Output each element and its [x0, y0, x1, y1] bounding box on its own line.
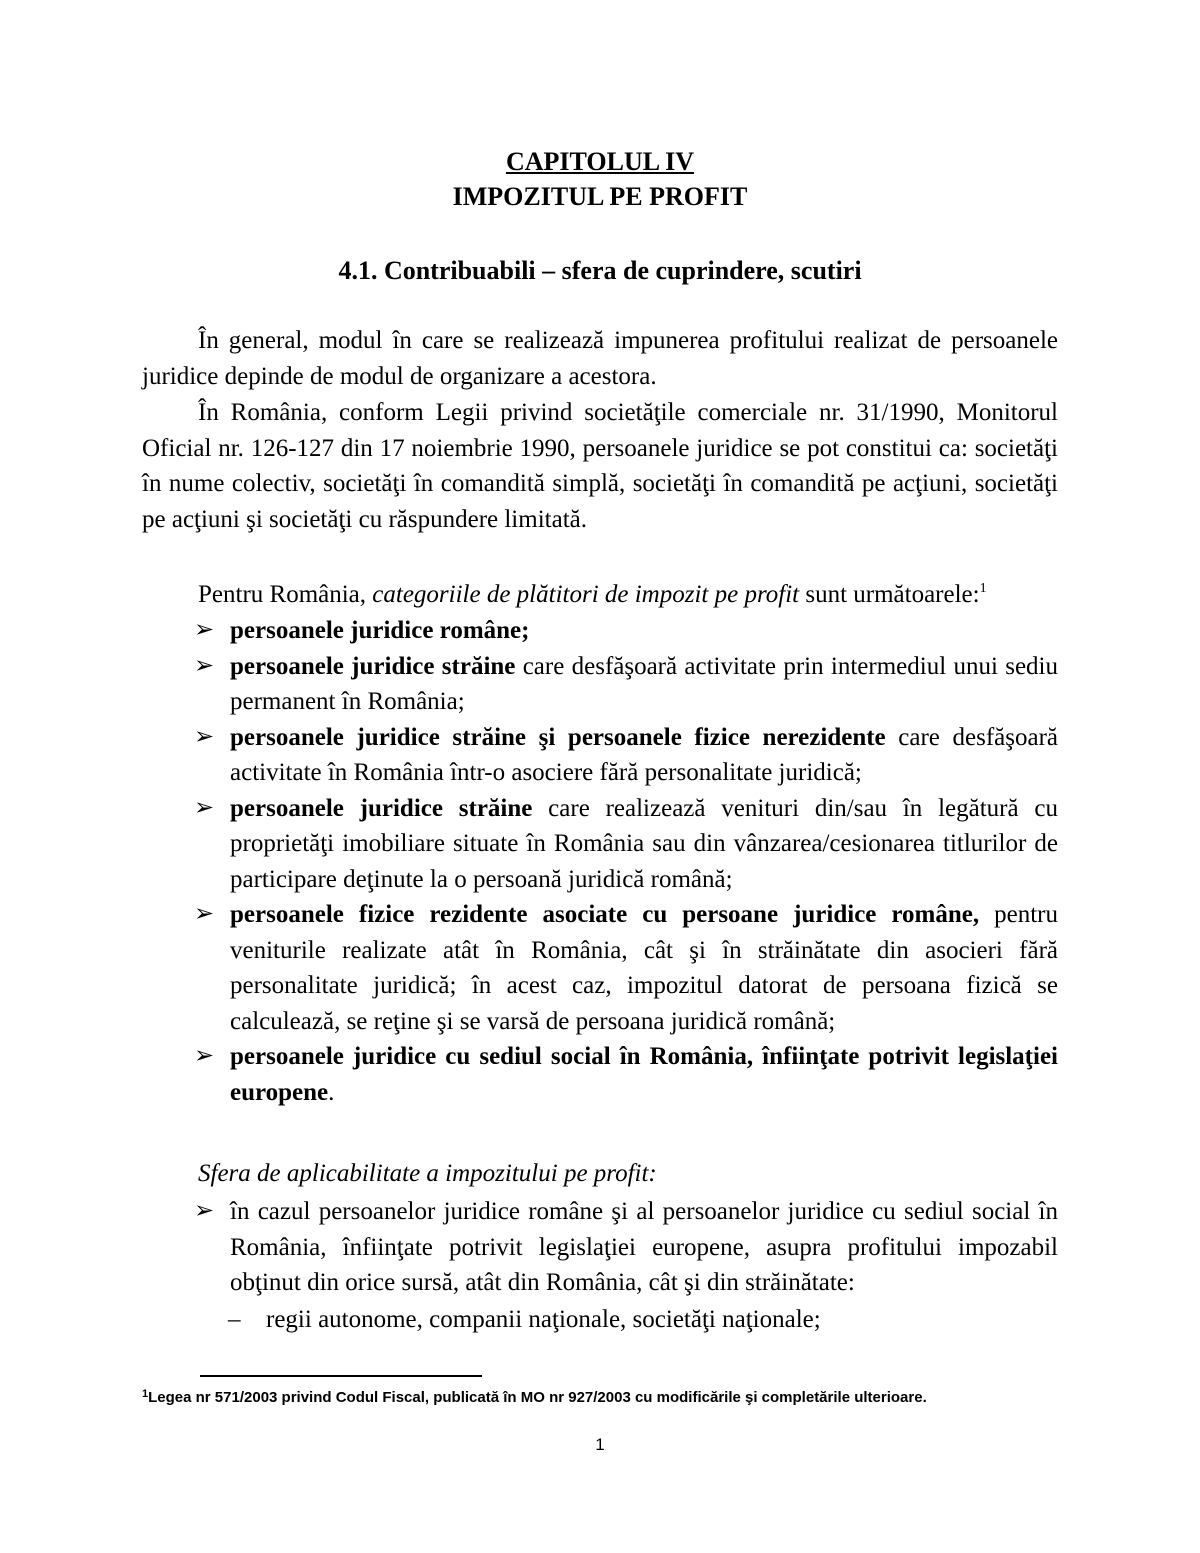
footnote-separator — [200, 1375, 482, 1377]
chapter-title: IMPOZITUL PE PROFIT — [452, 182, 748, 211]
list-item — [142, 720, 1058, 791]
arrow-bullet-icon: ➢ — [194, 617, 215, 643]
footnote-number: 1 — [142, 1388, 149, 1400]
list-item-text: în cazul persoanelor juridice române şi al persoanelor juridice cu sediul social în România, înfiinţate potrivit legislaţiei europene, asupra profitului impozabil obţinut din orice sursă, atât din România, cât şi din străinătate: — [230, 1198, 1058, 1296]
arrow-bullet-icon: ➢ — [194, 723, 215, 750]
section-title: 4.1. Contribuabili – sfera de cuprindere, scutiri — [338, 256, 862, 285]
list-item-text: care desfăşoară activitate în România într-o asociere fără personalitate juridică; — [230, 723, 1059, 786]
list-item-text: pentru veniturile realizate atât în România, cât şi în străinătate din asocieri fără personalitate juridică; în acest caz, impozitul datorat de persoana fizică se calculează, se reţine şi se varsă de persoana juridică română; — [230, 901, 1059, 1035]
list-item-bold: persoanele juridice cu sediul social în România, înfiinţate potrivit legislaţiei europene — [230, 1043, 1058, 1106]
scope-heading — [142, 1156, 1058, 1192]
arrow-bullet-icon: ➢ — [194, 1198, 215, 1224]
list-item — [142, 613, 1058, 649]
list-item-bold: persoanele fizice rezidente asociate cu persoane juridice române, — [230, 901, 980, 928]
list-item-text: care desfăşoară activitate prin intermediul unui sediu permanent în România; — [230, 652, 1058, 715]
arrow-bullet-icon: ➢ — [194, 794, 215, 821]
page-number: 1 — [595, 1435, 605, 1454]
list-item-text: care realizează venituri din/sau în legătură cu proprietăţi imobiliare situate în România sau din vânzarea/cesionarea titlurilor de participare deţinute la o persoană juridică română; — [230, 794, 1058, 893]
footnote-reference[interactable]: 1 — [979, 581, 987, 596]
arrow-bullet-icon: ➢ — [194, 901, 215, 927]
list-item-text: regii autonome, companii naţionale, societăţi naţionale; — [266, 1306, 821, 1333]
chapter-number: CAPITOLUL IV — [505, 147, 695, 176]
list-item — [228, 1302, 1058, 1338]
scope-list — [142, 1194, 1058, 1301]
list-item — [142, 897, 1058, 1039]
scope-heading-text: Sfera de aplicabilitate a impozitului pe profit: — [198, 1160, 657, 1187]
dash-bullet-icon: – — [228, 1306, 241, 1333]
list-item-bold: persoanele juridice române; — [230, 617, 530, 644]
paragraph-general: În general, modul în care se realizează impunerea profitului realizat de persoanele juridice depinde de modul de organizare a acestora. — [142, 327, 1058, 390]
list-item — [142, 1039, 1058, 1110]
list-item — [142, 1194, 1058, 1301]
scope-sublist — [228, 1302, 1058, 1338]
list-item — [142, 791, 1058, 898]
footnote-text: Legea nr 571/2003 privind Codul Fiscal, publicată în MO nr 927/2003 cu modificările şi completările ulterioare. — [148, 1389, 927, 1406]
arrow-bullet-icon: ➢ — [194, 652, 215, 679]
paragraph-legal-forms: În România, conform Legii privind societăţile comerciale nr. 31/1990, Monitorul Oficial nr. 126-127 din 17 noiembrie 1990, persoanele juridice se pot constitui ca: societăţi în nume colectiv, societăţi în comandită simplă, societăţi în comandită pe acţiuni, societăţi pe acţiuni şi societăţi cu răspundere limitată. — [142, 399, 1058, 533]
list-item — [142, 649, 1058, 720]
list-item-text: . — [328, 1078, 335, 1106]
list-item-bold: persoanele juridice străine — [230, 794, 533, 822]
categories-intro — [142, 577, 1058, 613]
taxpayer-categories-list — [142, 613, 1058, 1110]
footnote — [142, 1388, 1058, 1408]
arrow-bullet-icon: ➢ — [194, 1043, 215, 1069]
intro-italic: categoriile de plătitori de impozit pe profit — [372, 581, 800, 608]
intro-text: Pentru România, — [198, 581, 373, 608]
list-item-bold: persoanele juridice străine — [230, 652, 516, 680]
list-item-bold: persoanele juridice străine şi persoanele fizice nerezidente — [230, 723, 886, 751]
intro-text-end: sunt următoarele: — [799, 581, 980, 608]
